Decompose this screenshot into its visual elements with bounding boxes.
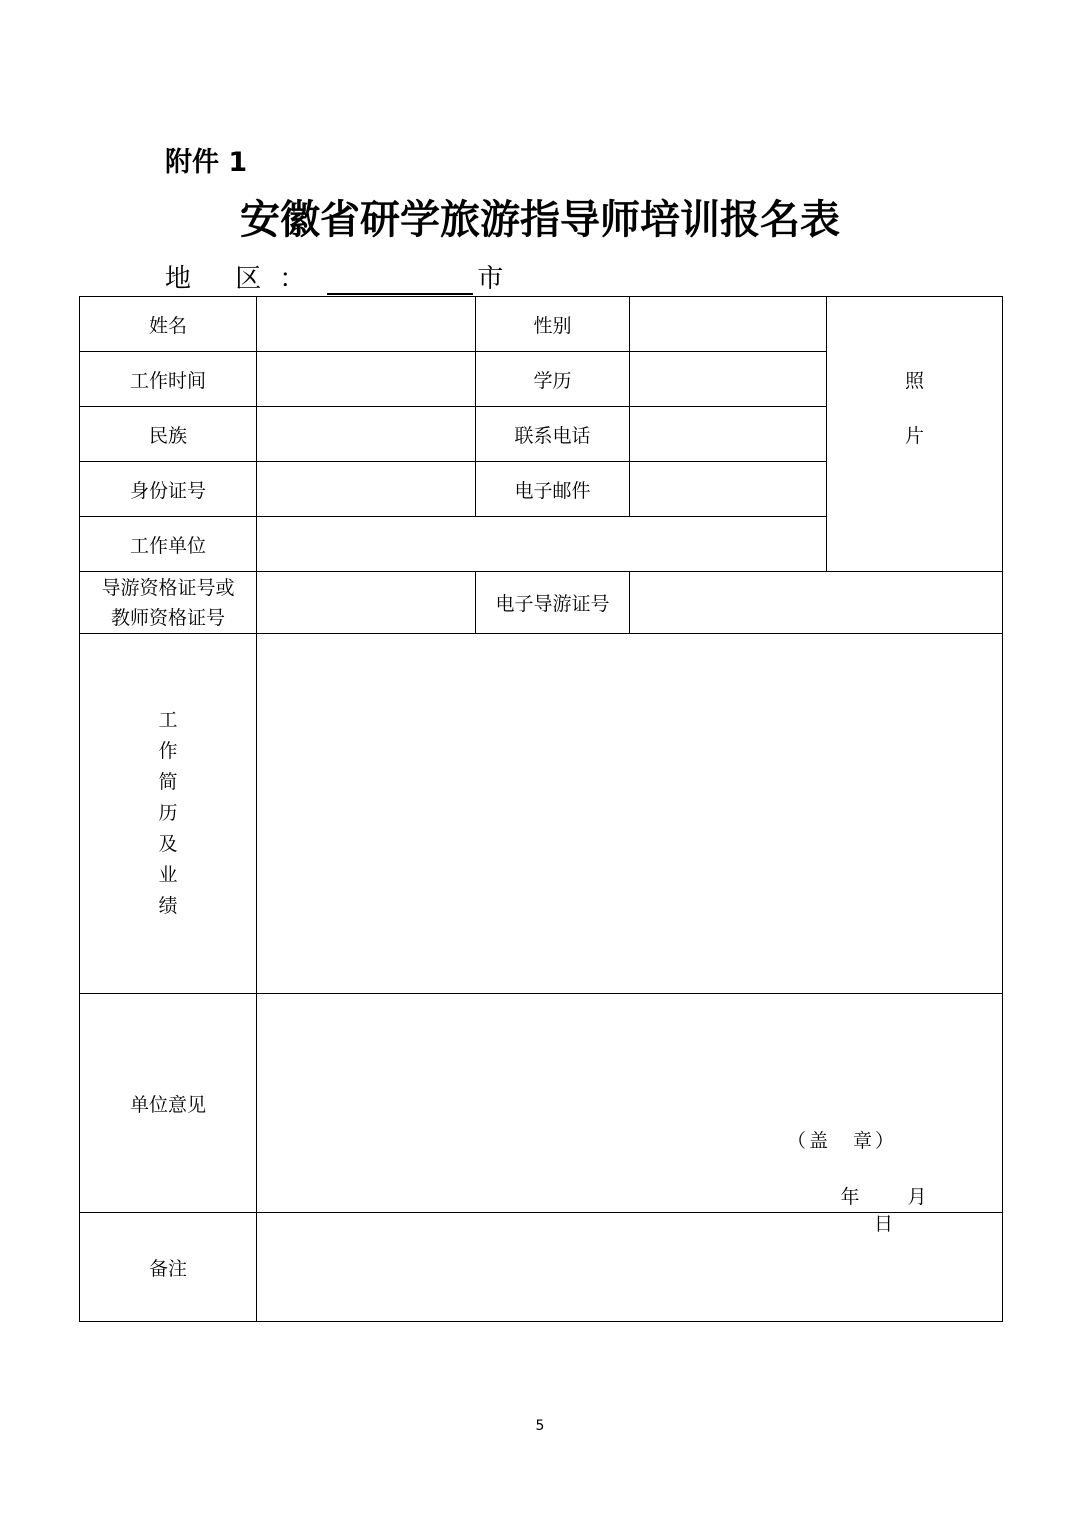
employer-field[interactable] (257, 517, 827, 572)
photo-char: 照 (904, 370, 924, 392)
unit-opinion-field[interactable] (257, 994, 1003, 1235)
unit-opinion-label: 单位意见 (80, 994, 257, 1213)
name-field[interactable] (257, 297, 476, 352)
resume-label (80, 634, 257, 994)
employer-label: 工作单位 (80, 517, 257, 572)
id-number-field[interactable] (257, 462, 476, 517)
region-suffix: 市 (477, 264, 504, 294)
seal-label: （盖 章） (787, 1130, 898, 1152)
id-number-label: 身份证号 (80, 462, 257, 517)
page-title: 安徽省研学旅游指导师培训报名表 (240, 197, 840, 243)
email-label: 电子邮件 (476, 462, 630, 517)
resume-char: 工 (158, 709, 178, 731)
region-line (165, 258, 503, 295)
date-line (807, 1182, 1002, 1236)
email-field[interactable] (630, 462, 827, 517)
name-label: 姓名 (80, 297, 257, 352)
resume-char: 作 (158, 740, 178, 762)
photo-char: 片 (904, 425, 924, 447)
e-guide-cert-label: 电子导游证号 (476, 572, 630, 634)
work-time-field[interactable] (257, 352, 476, 407)
date-day: 日 (873, 1213, 893, 1235)
date-year: 年 (840, 1186, 860, 1208)
education-label: 学历 (476, 352, 630, 407)
date-month: 月 (907, 1186, 927, 1208)
qualification-line: 教师资格证号 (110, 606, 225, 629)
work-time-label: 工作时间 (80, 352, 257, 407)
remarks-label: 备注 (80, 1213, 257, 1322)
region-blank[interactable] (327, 267, 473, 295)
e-guide-cert-field[interactable] (630, 572, 1003, 634)
attachment-label: 附件 1 (165, 147, 248, 178)
registration-form (79, 296, 1003, 1322)
resume-field[interactable] (257, 634, 1003, 994)
qualification-label (80, 572, 257, 634)
resume-char: 业 (158, 864, 178, 886)
resume-char: 历 (158, 802, 178, 824)
resume-char: 绩 (158, 895, 178, 917)
phone-label: 联系电话 (476, 407, 630, 462)
education-field[interactable] (630, 352, 827, 407)
photo-box[interactable] (827, 297, 1003, 572)
page-number: 5 (535, 1418, 545, 1434)
gender-label: 性别 (476, 297, 630, 352)
resume-char: 简 (158, 771, 178, 793)
region-label: 地 区： (165, 264, 324, 294)
ethnicity-label: 民族 (80, 407, 257, 462)
gender-field[interactable] (630, 297, 827, 352)
resume-char: 及 (158, 833, 178, 855)
qualification-field[interactable] (257, 572, 476, 634)
ethnicity-field[interactable] (257, 407, 476, 462)
phone-field[interactable] (630, 407, 827, 462)
qualification-line: 导游资格证号或 (101, 576, 235, 599)
